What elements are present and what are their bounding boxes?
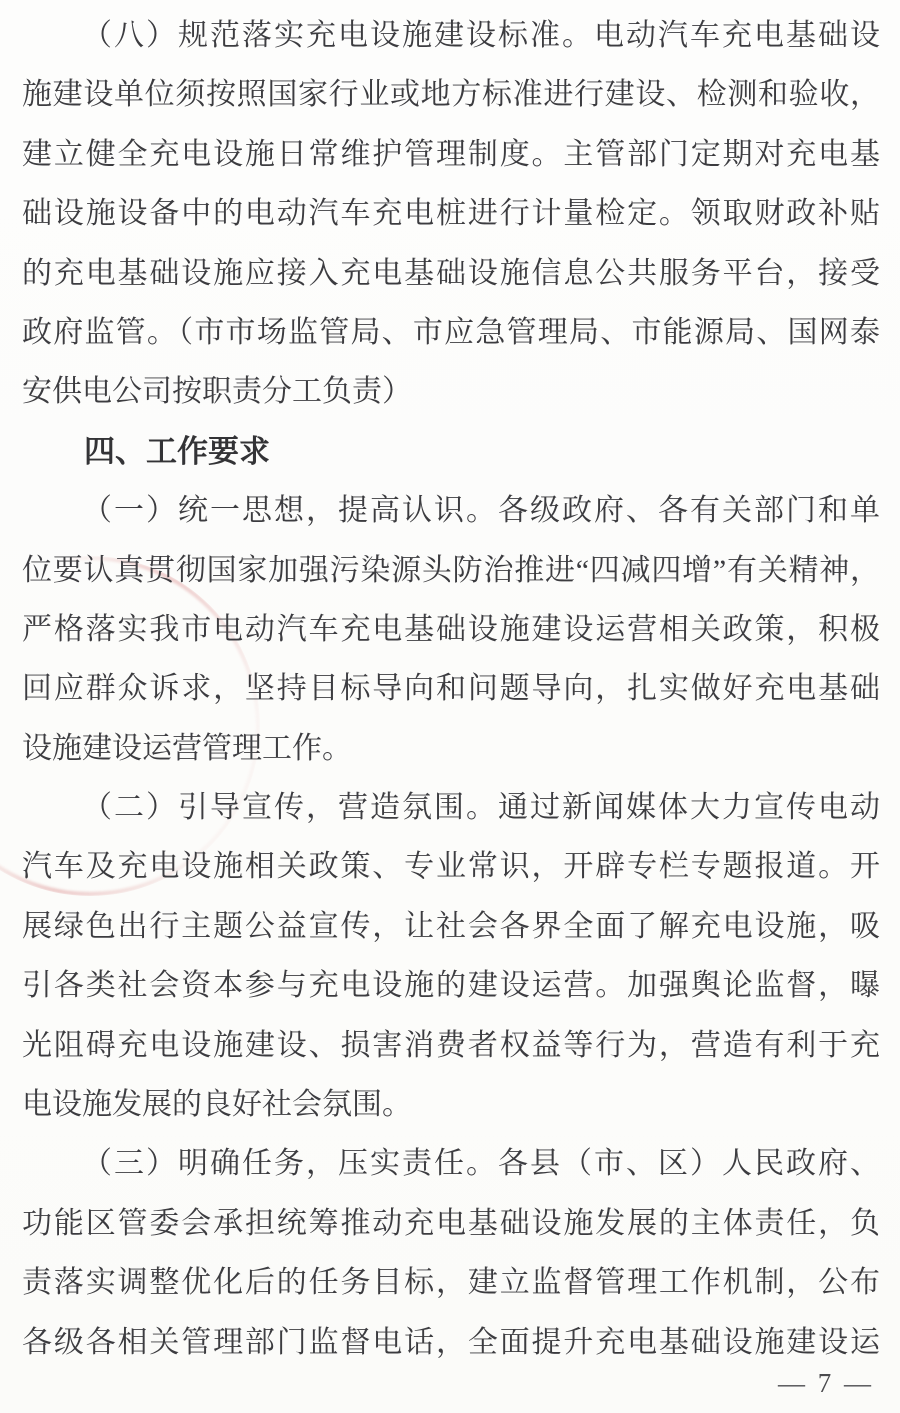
text-line: 施建设单位须按照国家行业或地方标准进行建设、检测和验收， (22, 78, 880, 112)
text-line: 引各类社会资本参与充电设施的建设运营。加强舆论监督，曝 (22, 969, 880, 1003)
text-line: 政府监管。（市市场监管局、市应急管理局、市能源局、国网泰 (22, 315, 880, 349)
text-line: 位要认真贯彻国家加强污染源头防治推进“四减四增”有关精神， (22, 553, 880, 587)
text-line: 光阻碍充电设施建设、损害消费者权益等行为，营造有利于充 (22, 1028, 880, 1062)
text-line: （一）统一思想，提高认识。各级政府、各有关部门和单 (82, 494, 880, 528)
text-line: （二）引导宣传，营造氛围。通过新闻媒体大力宣传电动 (82, 791, 880, 825)
section-heading-work-requirements: 四、工作要求 (84, 433, 270, 469)
text-line: （三）明确任务，压实责任。各县（市、区）人民政府、 (82, 1147, 880, 1181)
text-line: 各级各相关管理部门监督电话，全面提升充电基础设施建设运 (22, 1325, 880, 1359)
text-line: 电设施发展的良好社会氛围。 (22, 1088, 412, 1122)
text-line: 础设施设备中的电动汽车充电桩进行计量检定。领取财政补贴 (22, 197, 880, 231)
text-line: 功能区管委会承担统筹推动充电基础设施发展的主体责任，负 (22, 1206, 880, 1240)
text-line: 展绿色出行主题公益宣传，让社会各界全面了解充电设施，吸 (22, 909, 880, 943)
text-line: 安供电公司按职责分工负责） (22, 375, 412, 409)
text-line: 建立健全充电设施日常维护管理制度。主管部门定期对充电基 (22, 137, 880, 171)
text-line: 的充电基础设施应接入充电基础设施信息公共服务平台，接受 (22, 256, 880, 290)
document-body (22, 6, 880, 1372)
page-number: — 7 — (778, 1368, 874, 1398)
text-line: 严格落实我市电动汽车充电基础设施建设运营相关政策，积极 (22, 612, 880, 646)
text-line: （八）规范落实充电设施建设标准。电动汽车充电基础设 (82, 19, 880, 52)
text-line: 汽车及充电设施相关政策、专业常识，开辟专栏专题报道。开 (22, 850, 880, 884)
text-line: 责落实调整优化后的任务目标，建立监督管理工作机制，公布 (22, 1266, 880, 1300)
text-line: 设施建设运营管理工作。 (22, 731, 352, 765)
text-line: 回应群众诉求，坚持目标导向和问题导向，扎实做好充电基础 (22, 672, 880, 706)
